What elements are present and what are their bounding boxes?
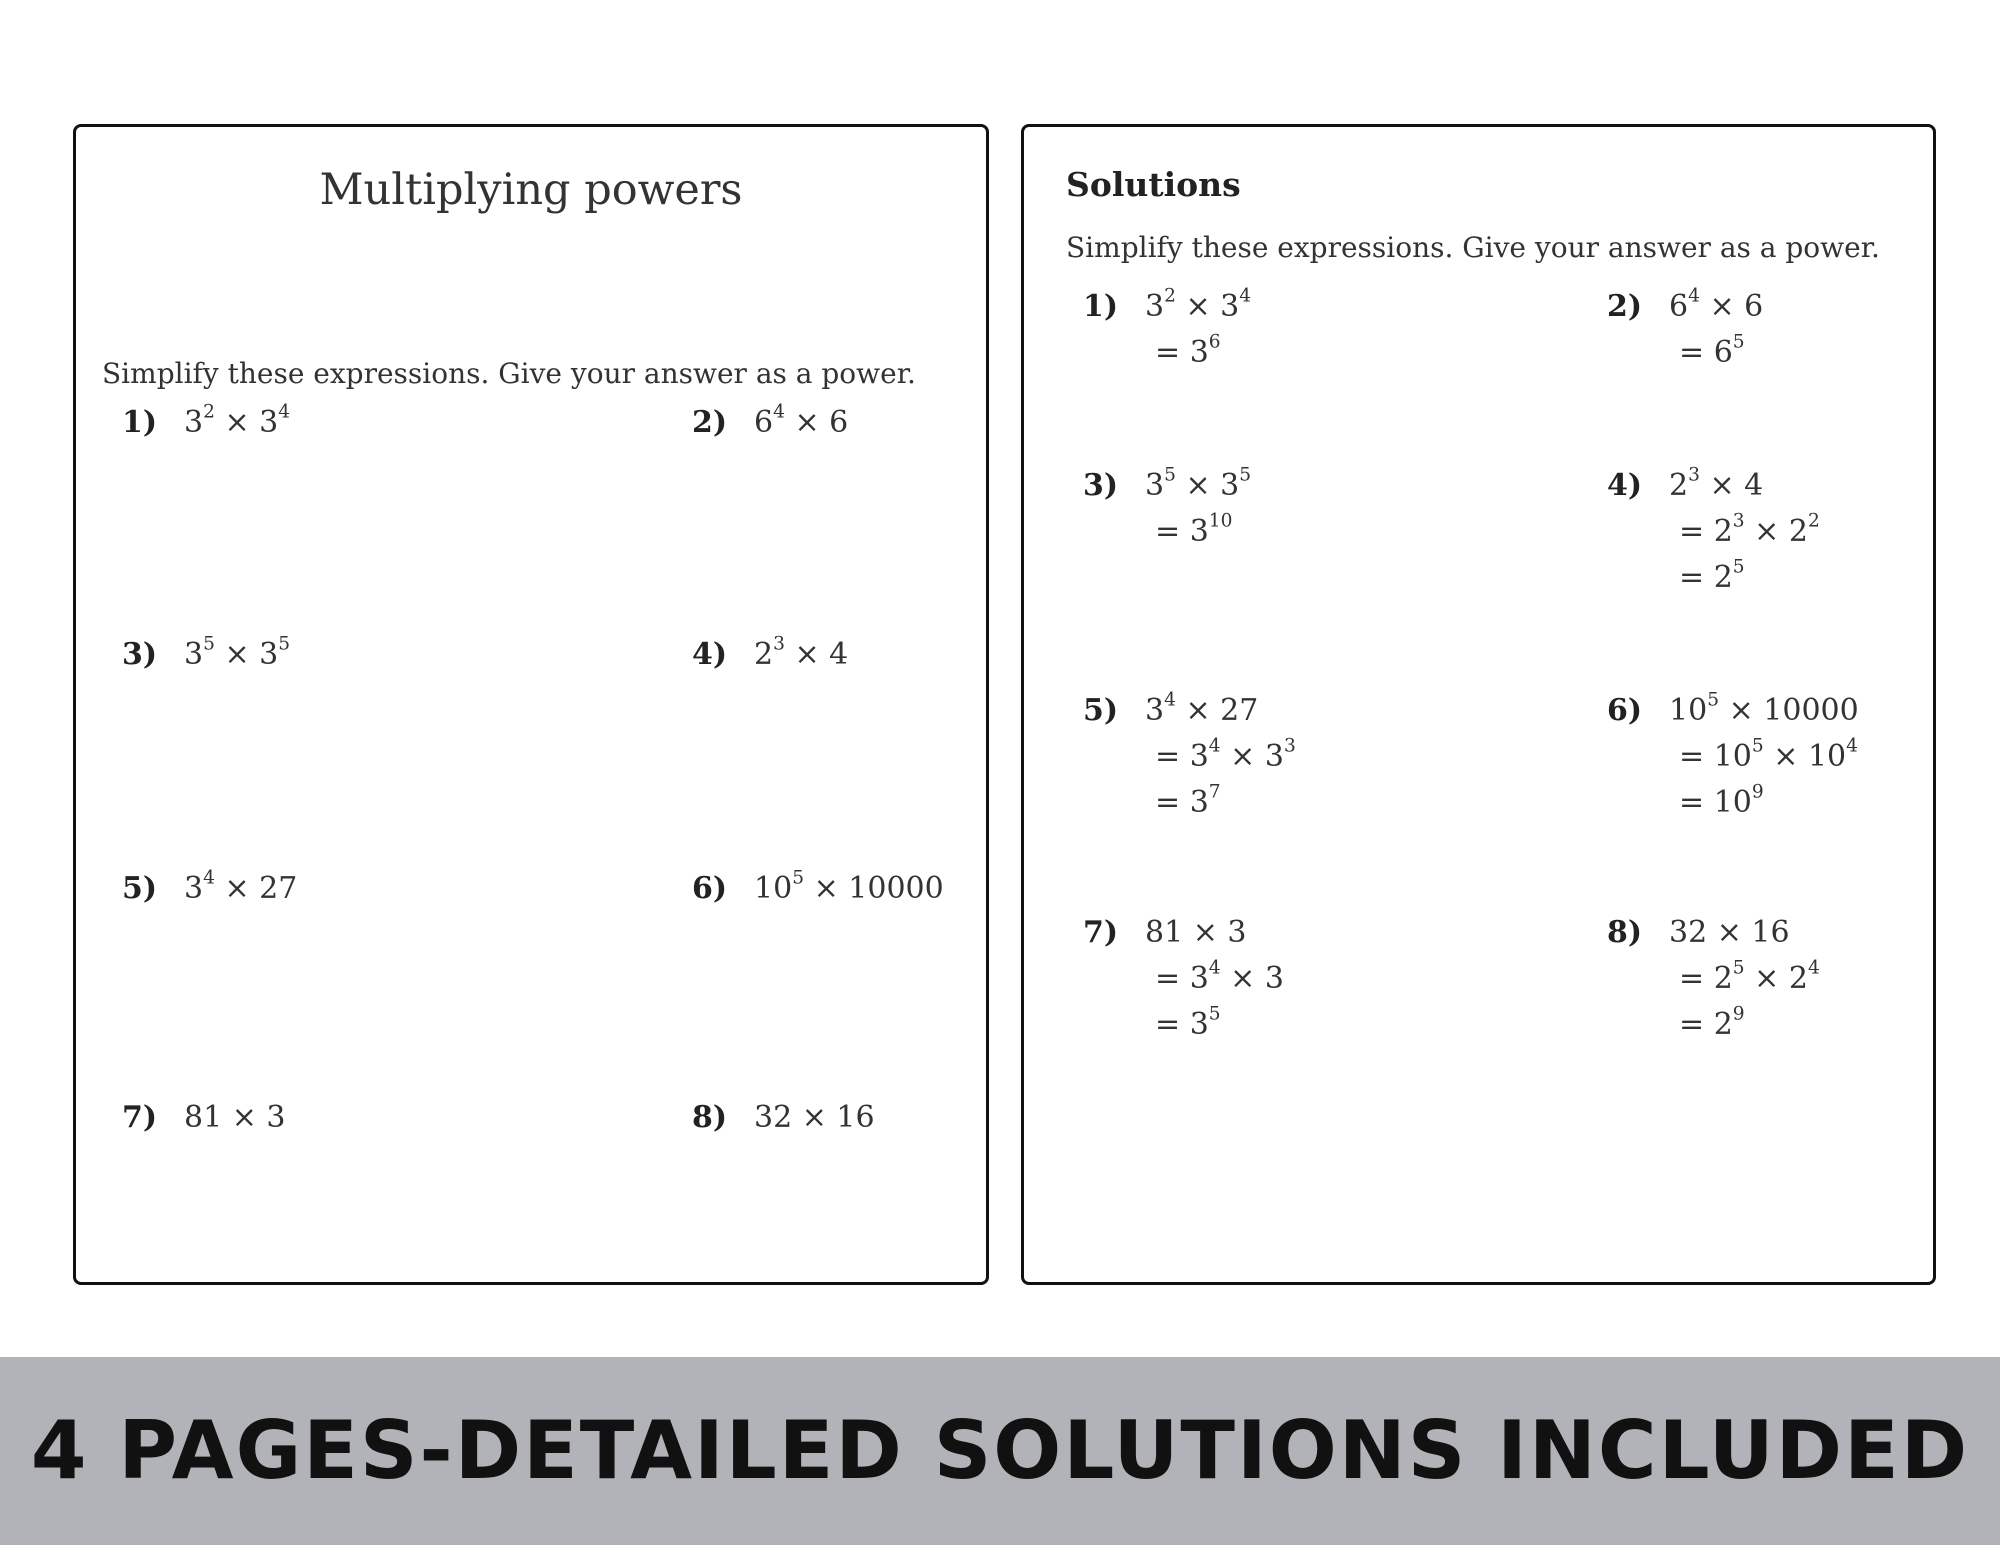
solution-7	[1083, 910, 1284, 1048]
solution-number: 4)	[1607, 468, 1643, 503]
solution-step: = $2^9$	[1679, 1003, 1745, 1042]
solution-number: 8)	[1607, 915, 1643, 950]
solution-step: = $3^{10}$	[1155, 510, 1233, 549]
problem-5	[122, 866, 297, 912]
problem-1	[122, 400, 290, 446]
problem-expression: $10^5 \times 10000$	[754, 867, 944, 906]
solution-number: 7)	[1083, 915, 1119, 950]
problem-number: 8)	[692, 1100, 728, 1135]
solution-step: = $3^5$	[1155, 1003, 1221, 1042]
problem-expression: $3^4 \times 27$	[184, 867, 298, 906]
problem-4	[692, 632, 848, 678]
solution-3	[1083, 463, 1251, 555]
solution-8	[1607, 910, 1820, 1048]
problem-expression: $2^3 \times 4$	[754, 633, 849, 672]
solution-5	[1083, 688, 1296, 826]
problem-3	[122, 632, 290, 678]
solution-question: $3^2 \times 3^4$	[1145, 285, 1252, 324]
solution-number: 2)	[1607, 289, 1643, 324]
worksheet-title: Multiplying powers	[319, 165, 743, 215]
solution-step: = $2^3 \times 2^2$	[1679, 510, 1820, 549]
solution-4	[1607, 463, 1820, 601]
solution-step: = $10^9$	[1679, 781, 1764, 820]
problem-expression: $3^2 \times 3^4$	[184, 401, 291, 440]
solution-question: $6^4 \times 6$	[1669, 285, 1764, 324]
problem-number: 7)	[122, 1100, 158, 1135]
problem-number: 2)	[692, 405, 728, 440]
solutions-title: Solutions	[1066, 165, 1241, 204]
solution-6	[1607, 688, 1859, 826]
solution-question: $3^5 \times 3^5$	[1145, 464, 1252, 503]
solution-question: $10^5 \times 10000$	[1669, 689, 1859, 728]
solution-number: 3)	[1083, 468, 1119, 503]
solution-number: 6)	[1607, 693, 1643, 728]
problem-expression: 32 × 16	[754, 1100, 875, 1135]
solution-step: = $6^5$	[1679, 331, 1745, 370]
solution-1	[1083, 284, 1251, 376]
solution-step: = $3^7$	[1155, 781, 1221, 820]
solution-question: 32 × 16	[1669, 915, 1790, 950]
problem-number: 5)	[122, 871, 158, 906]
solution-number: 1)	[1083, 289, 1119, 324]
solution-step: = $3^4 \times 3^3$	[1155, 735, 1296, 774]
problem-number: 3)	[122, 637, 158, 672]
solution-2	[1607, 284, 1763, 376]
worksheet-page	[73, 124, 989, 1285]
solution-step: = $2^5$	[1679, 556, 1745, 595]
solutions-instructions: Simplify these expressions. Give your answer as a power.	[1066, 231, 1880, 264]
solution-step: = $3^4 \times 3$	[1155, 957, 1284, 996]
problem-expression: 81 × 3	[184, 1100, 286, 1135]
worksheet-instructions: Simplify these expressions. Give your answer as a power.	[102, 357, 916, 390]
problem-number: 1)	[122, 405, 158, 440]
banner-text: 4 PAGES-DETAILED SOLUTIONS INCLUDED	[30, 1404, 1970, 1497]
solution-question: $3^4 \times 27$	[1145, 689, 1259, 728]
solution-step: = $3^6$	[1155, 331, 1221, 370]
problem-6	[692, 866, 944, 912]
problem-expression: $6^4 \times 6$	[754, 401, 849, 440]
solution-question: 81 × 3	[1145, 915, 1247, 950]
problem-expression: $3^5 \times 3^5$	[184, 633, 291, 672]
problem-number: 6)	[692, 871, 728, 906]
promo-banner	[0, 1357, 2000, 1545]
problem-2	[692, 400, 848, 446]
problem-7	[122, 1095, 286, 1141]
solutions-page	[1021, 124, 1936, 1285]
solution-step: = $10^5 \times 10^4$	[1679, 735, 1858, 774]
problem-8	[692, 1095, 875, 1141]
problem-number: 4)	[692, 637, 728, 672]
solution-step: = $2^5 \times 2^4$	[1679, 957, 1820, 996]
solution-question: $2^3 \times 4$	[1669, 464, 1764, 503]
solution-number: 5)	[1083, 693, 1119, 728]
